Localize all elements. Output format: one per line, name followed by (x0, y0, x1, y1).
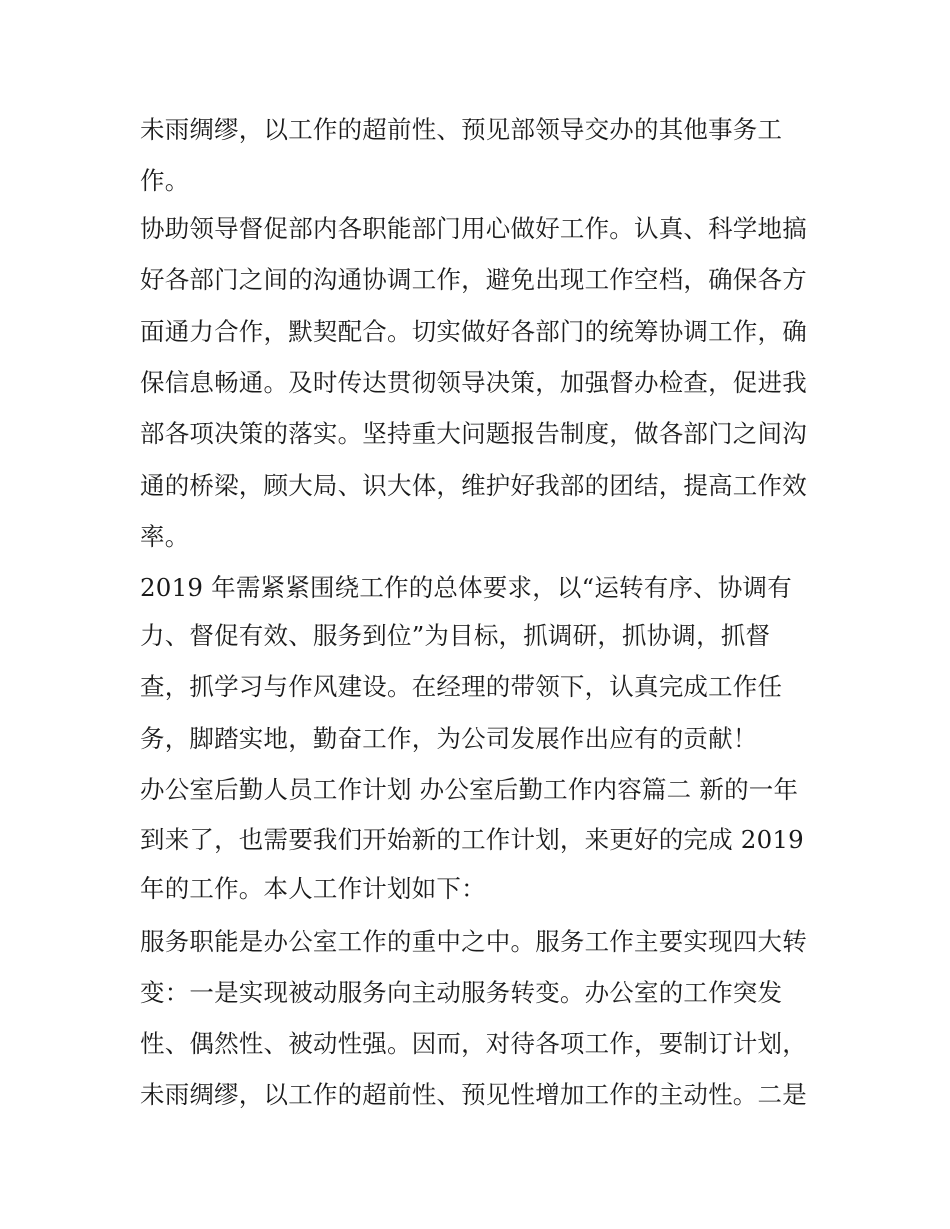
text-line: 性、偶然性、被动性强。因而，对待各项工作，要制订计划， (140, 1029, 807, 1058)
text-line: 查，抓学习与作风建设。在经理的带领下，认真完成工作任 (140, 672, 783, 701)
text-line: 未雨绸缪，以工作的超前性、预见性增加工作的主动性。二是 (140, 1080, 807, 1109)
text-line: 率。 (140, 522, 190, 551)
text-line: 作。 (140, 166, 190, 195)
text-line: 年的工作。本人工作计划如下： (140, 874, 486, 903)
text-line: 到来了，也需要我们开始新的工作计划，来更好的完成 2019 (140, 825, 804, 854)
text-line: 协助领导督促部内各职能部门用心做好工作。认真、科学地搞 (140, 214, 807, 243)
text-line: 力、督促有效、服务到位”为目标，抓调研，抓协调，抓督 (140, 621, 771, 650)
text-line: 办公室后勤人员工作计划 办公室后勤工作内容篇二 新的一年 (140, 775, 799, 804)
text-line: 未雨绸缪，以工作的超前性、预见部领导交办的其他事务工 (140, 115, 783, 144)
text-line: 通的桥梁，顾大局、识大体，维护好我部的团结，提高工作效 (140, 471, 807, 500)
text-line: 好各部门之间的沟通协调工作，避免出现工作空档，确保各方 (140, 265, 807, 294)
text-line: 服务职能是办公室工作的重中之中。服务工作主要实现四大转 (140, 927, 807, 956)
text-line: 变：一是实现被动服务向主动服务转变。办公室的工作突发 (140, 978, 783, 1007)
text-line: 部各项决策的落实。坚持重大问题报告制度，做各部门之间沟 (140, 419, 807, 448)
text-line: 面通力合作，默契配合。切实做好各部门的统筹协调工作，确 (140, 317, 807, 346)
text-line: 务，脚踏实地，勤奋工作，为公司发展作出应有的贡献！ (140, 724, 758, 753)
text-line: 保信息畅通。及时传达贯彻领导决策，加强督办检查，促进我 (140, 368, 807, 397)
text-line: 2019 年需紧紧围绕工作的总体要求，以“运转有序、协调有 (140, 573, 792, 602)
